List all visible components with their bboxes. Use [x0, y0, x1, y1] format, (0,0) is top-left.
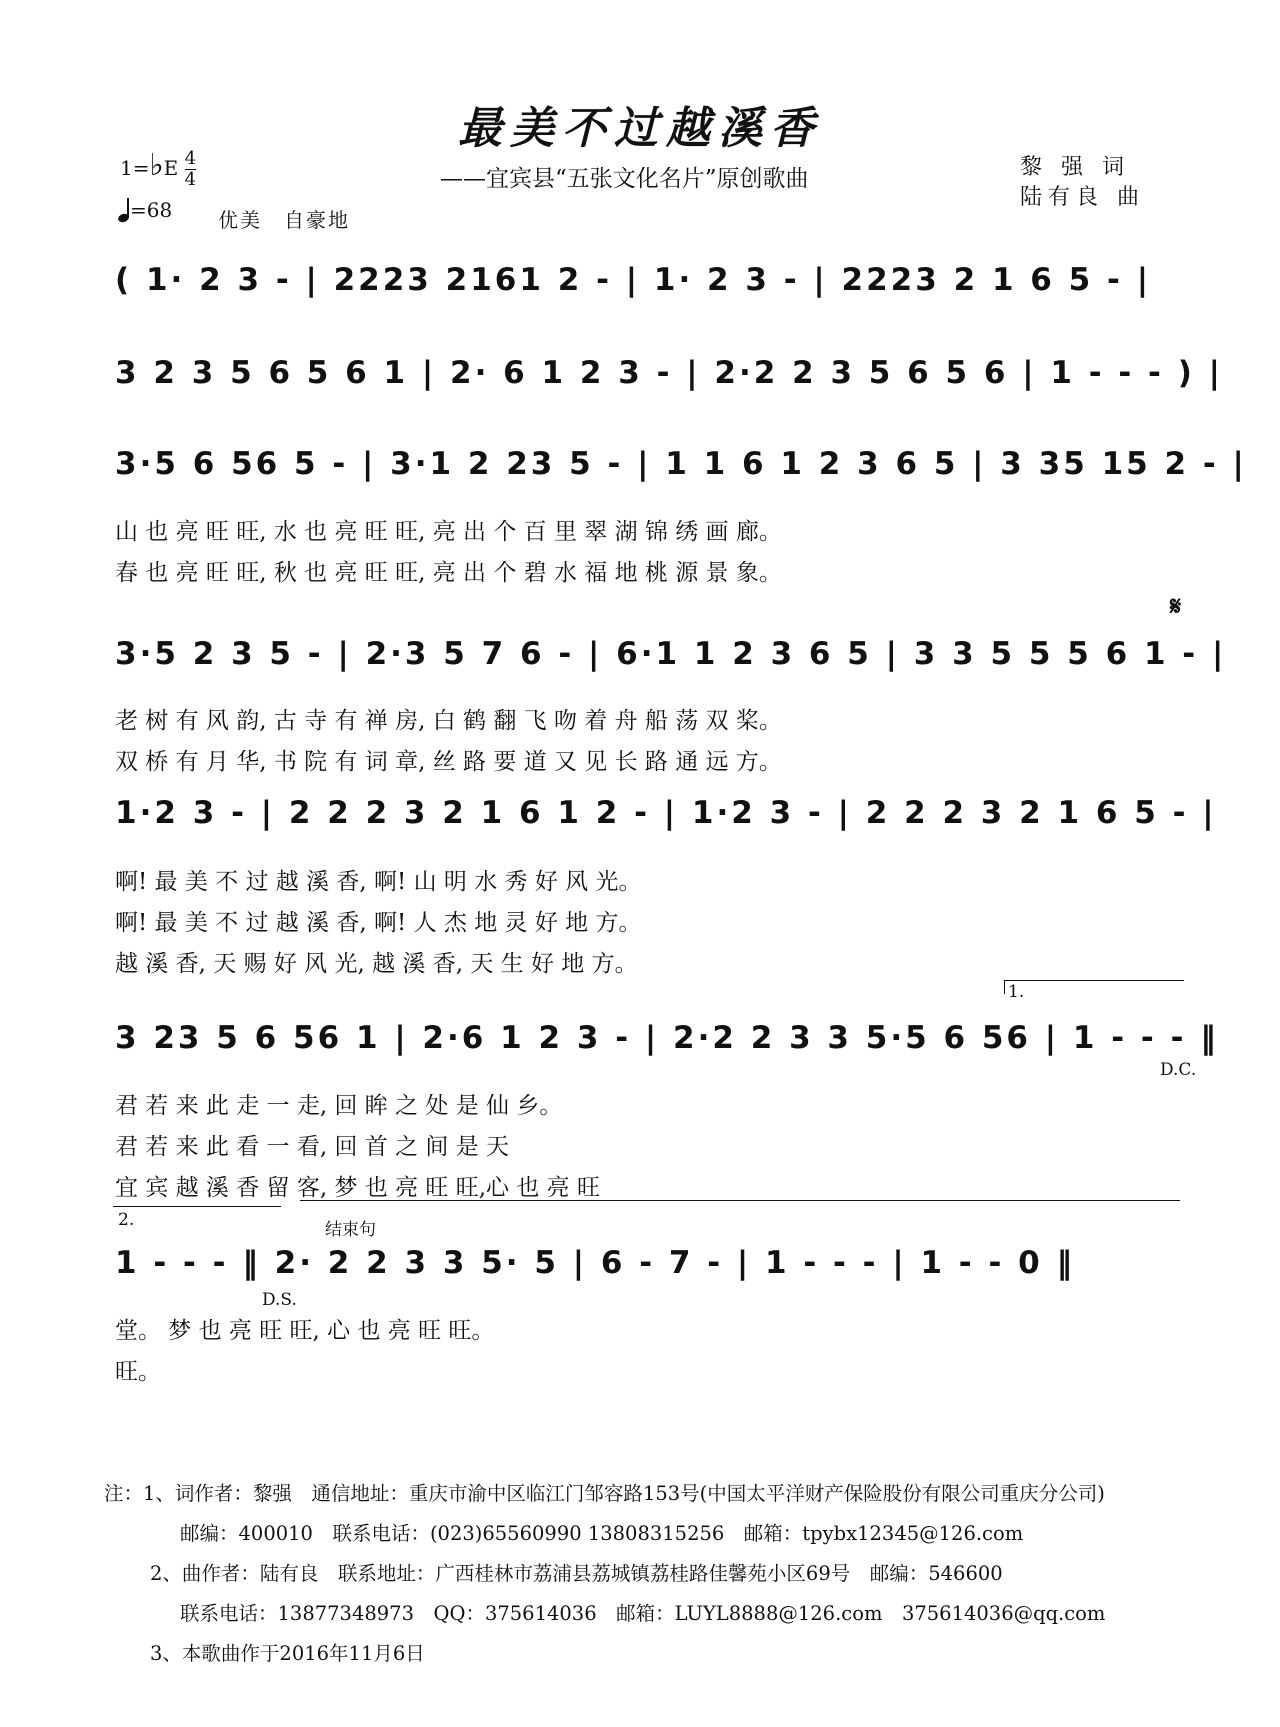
subtitle: ——宜宾县“五张文化名片”原创歌曲 — [440, 166, 809, 192]
lyric-line-3-2: 春 也 亮 旺 旺, 秋 也 亮 旺 旺, 亮 出 个 碧 水 福 地 桃 源 景 象。 — [115, 560, 782, 586]
time-signature — [185, 149, 196, 190]
lyric-line-4-1: 老 树 有 风 韵, 古 寺 有 禅 房, 白 鹤 翻 飞 吻 着 舟 船 荡 双 桨。 — [115, 708, 782, 734]
lyric-line-7-2: 旺。 — [115, 1359, 161, 1385]
lyric-line-3-1: 山 也 亮 旺 旺, 水 也 亮 旺 旺, 亮 出 个 百 里 翠 湖 锦 绣 画 廊。 — [115, 519, 782, 545]
expression-marking: 优美 自豪地 — [218, 208, 350, 232]
tempo-marking — [118, 198, 172, 222]
footnote-2-contact: 联系电话：13877348973 QQ：375614036 邮箱：LUYL8888@126.com 375614036@qq.com — [180, 1602, 1106, 1625]
score-line-6: 3 23 5 6 56 1 | 2·6 1 2 3 - | 2·2 2 3 3 5·5 6 56 | 1 - - - ‖ — [115, 1020, 1219, 1056]
lyric-line-5-3: 越 溪 香, 天 赐 好 风 光, 越 溪 香, 天 生 好 地 方。 — [115, 951, 638, 977]
volta-2-label: 2. — [118, 1210, 135, 1230]
score-line-3: 3·5 6 56 5 - | 3·1 2 23 5 - | 1 1 6 1 2 3 6 5 | 3 35 15 2 - | — [115, 446, 1247, 482]
lyric-line-5-1: 啊! 最 美 不 过 越 溪 香, 啊! 山 明 水 秀 好 风 光。 — [115, 869, 642, 895]
lyric-line-5-2: 啊! 最 美 不 过 越 溪 香, 啊! 人 杰 地 灵 好 地 方。 — [115, 910, 642, 936]
key-letter: E — [163, 156, 179, 180]
lyric-line-4-2: 双 桥 有 月 华, 书 院 有 词 章, 丝 路 要 道 又 见 长 路 通 远 方。 — [115, 749, 782, 775]
key-prefix: 1= — [120, 156, 150, 180]
meter-top: 4 — [184, 148, 197, 169]
song-title: 最美不过越溪香 — [458, 103, 822, 154]
flat-sign: ♭ — [149, 148, 164, 183]
footnote-3: 3、本歌曲作于2016年11月6日 — [150, 1642, 425, 1665]
lyricist-credit: 黎 强 词 — [1020, 155, 1130, 180]
quarter-note-icon — [118, 200, 130, 222]
footnote-2: 2、曲作者：陆有良 联系地址：广西桂林市荔浦县荔城镇荔桂路佳馨苑小区69号 邮编：546600 — [150, 1562, 1003, 1585]
key-signature — [120, 148, 196, 190]
ending-bracket — [300, 1200, 1180, 1201]
lyric-line-7-1: 堂。 梦 也 亮 旺 旺, 心 也 亮 旺 旺。 — [115, 1318, 495, 1344]
tempo-value: =68 — [130, 198, 173, 222]
volta-2-bracket — [113, 1206, 281, 1207]
ending-label: 结束句 — [325, 1220, 376, 1240]
volta-1-bracket-left — [1004, 980, 1005, 994]
score-line-1: ( 1· 2 3 - | 2223 2161 2 - | 1· 2 3 - | 2223 2 1 6 5 - | — [115, 262, 1152, 298]
footnote-1-contact: 邮编：400010 联系电话：(023)65560990 13808315256 邮箱：tpybx12345@126.com — [180, 1522, 1024, 1545]
score-line-4: 3·5 2 3 5 - | 2·3 5 7 6 - | 6·1 1 2 3 6 5 | 3 3 5 5 5 6 1 - | — [115, 636, 1227, 672]
lyric-line-6-3: 宜 宾 越 溪 香 留 客, 梦 也 亮 旺 旺,心 也 亮 旺 — [115, 1175, 600, 1201]
composer-credit: 陆有良 曲 — [1020, 185, 1145, 210]
segno-sign: 𝄋 — [1170, 592, 1182, 622]
score-line-2: 3 2 3 5 6 5 6 1 | 2· 6 1 2 3 - | 2·2 2 3 5 6 5 6 | 1 - - - ) | — [115, 355, 1223, 391]
score-line-7: 1 - - - ‖ 2· 2 2 3 3 5· 5 | 6 - 7 - | 1 - - - | 1 - - 0 ‖ — [115, 1245, 1075, 1281]
lyric-line-6-2: 君 若 来 此 看 一 看, 回 首 之 间 是 天 — [115, 1134, 510, 1160]
volta-1-bracket — [1004, 980, 1184, 981]
dc-marking: D.C. — [1160, 1060, 1197, 1080]
score-line-5: 1·2 3 - | 2 2 2 3 2 1 6 1 2 - | 1·2 3 - | 2 2 2 3 2 1 6 5 - | — [115, 795, 1217, 831]
lyric-line-6-1: 君 若 来 此 走 一 走, 回 眸 之 处 是 仙 乡。 — [115, 1093, 563, 1119]
ds-marking: D.S. — [262, 1290, 297, 1310]
volta-1-label: 1. — [1008, 982, 1025, 1002]
footnote-1: 注：1、词作者：黎强 通信地址：重庆市渝中区临江门邹容路153号(中国太平洋财产保险股份有限公司重庆分公司) — [104, 1482, 1105, 1505]
meter-bottom: 4 — [184, 169, 197, 190]
